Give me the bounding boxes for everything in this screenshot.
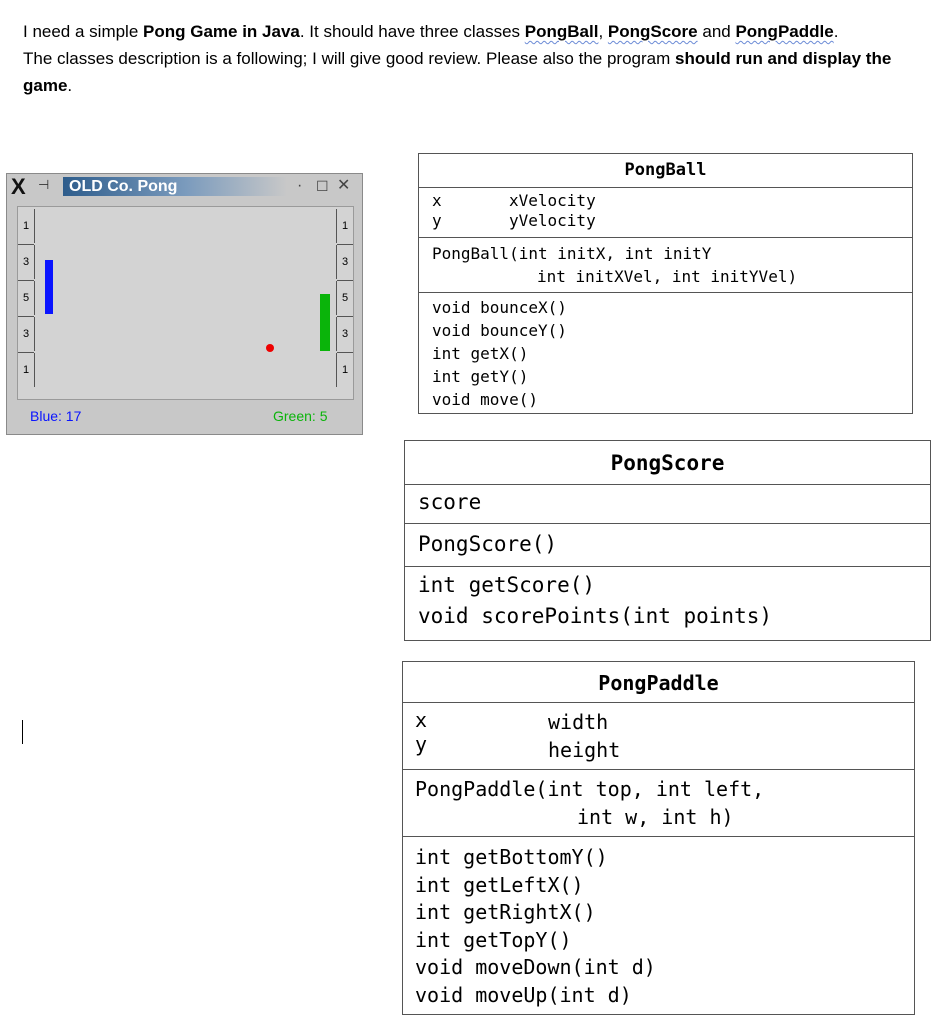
left-lane-label: 3 [18, 245, 35, 279]
uml-pongball [418, 153, 913, 414]
right-lane-label: 3 [336, 245, 353, 279]
pong-ball [266, 344, 274, 352]
uml-ctor-line: PongPaddle(int top, int left, [415, 777, 765, 801]
uml-fields [405, 484, 930, 523]
green-score: Green: 5 [273, 408, 328, 424]
maximize-icon[interactable]: ☐ [316, 178, 329, 194]
intro-text: and [697, 22, 736, 41]
blue-paddle[interactable] [45, 260, 53, 314]
uml-constructor [403, 769, 914, 836]
right-lane-label: 1 [336, 209, 353, 243]
uml-methods [405, 566, 930, 640]
uml-ctor-line: PongBall(int initX, int initY [432, 244, 712, 263]
uml-field: x [432, 191, 442, 210]
right-lane-label: 5 [336, 281, 353, 315]
intro-line-1 [23, 18, 923, 45]
uml-pongscore [404, 440, 931, 641]
uml-ctor-line: int w, int h) [577, 805, 734, 829]
uml-method: int getY() [432, 367, 529, 386]
intro-bold-text: should run and display the game [23, 49, 892, 95]
text-cursor [22, 720, 23, 744]
uml-methods [403, 836, 914, 1014]
uml-fields [419, 187, 912, 237]
intro-line-2 [23, 45, 923, 99]
intro-text: The classes description is a following; I will give good review. Please also the program [23, 49, 675, 68]
uml-field: x [415, 708, 428, 732]
uml-ctor-line: PongScore() [418, 532, 558, 556]
left-lane-label: 1 [18, 209, 35, 243]
intro-text: . [833, 22, 839, 41]
uml-ctor-line: int initXVel, int initYVel) [537, 267, 798, 286]
uml-method: void moveUp(int d) [415, 983, 632, 1007]
uml-method: void move() [432, 390, 538, 409]
uml-constructor [405, 523, 930, 566]
uml-fields [403, 702, 914, 769]
intro-text: , [598, 22, 608, 41]
intro-bold-text: Pong Game in Java [143, 22, 300, 41]
intro-text: . It should have three classes [299, 22, 525, 41]
uml-methods [419, 292, 912, 413]
uml-method: void moveDown(int d) [415, 955, 656, 979]
uml-class-name: PongScore [610, 451, 725, 475]
right-lane-label: 1 [336, 353, 353, 387]
uml-class-name: PongBall [624, 160, 707, 180]
green-paddle[interactable] [320, 294, 330, 351]
class-name-pongscore: PongScore [607, 22, 698, 41]
uml-field: xVelocity [509, 191, 596, 210]
window-titlebar[interactable] [7, 174, 362, 200]
uml-method: int getRightX() [415, 900, 596, 924]
blue-score: Blue: 17 [30, 408, 82, 424]
uml-pongpaddle [402, 661, 915, 1015]
uml-field: width [548, 710, 609, 734]
window-title: OLD Co. Pong [63, 177, 287, 196]
uml-method: int getBottomY() [415, 845, 608, 869]
class-name-pongpaddle: PongPaddle [735, 22, 834, 41]
uml-field: y [432, 211, 442, 230]
right-lane-label: 3 [336, 317, 353, 351]
uml-method: int getLeftX() [415, 873, 584, 897]
left-lane-label: 3 [18, 317, 35, 351]
uml-method: int getTopY() [415, 928, 572, 952]
uml-field: score [418, 490, 482, 514]
uml-method: void scorePoints(int points) [418, 604, 773, 628]
uml-field: y [415, 732, 428, 756]
uml-method: int getScore() [418, 573, 596, 597]
intro-paragraph [23, 18, 923, 99]
uml-field: height [548, 738, 621, 762]
pin-icon[interactable]: ⊣ [38, 177, 50, 192]
left-lane-label: 1 [18, 353, 35, 387]
intro-text: I need a simple [23, 22, 144, 41]
x-logo-icon: X [11, 174, 26, 199]
class-name-pongball: PongBall [524, 22, 599, 41]
uml-method: int getX() [432, 344, 529, 363]
intro-text: . [67, 76, 73, 95]
uml-field: yVelocity [509, 211, 596, 230]
pong-game-window [6, 173, 363, 435]
uml-class-name: PongPaddle [598, 671, 719, 695]
close-icon[interactable]: ✕ [337, 177, 351, 194]
left-lane-label: 5 [18, 281, 35, 315]
uml-method: void bounceY() [432, 321, 567, 340]
game-court [17, 206, 354, 400]
minimize-icon[interactable]: · [297, 177, 303, 194]
uml-method: void bounceX() [432, 298, 567, 317]
uml-constructor [419, 237, 912, 292]
